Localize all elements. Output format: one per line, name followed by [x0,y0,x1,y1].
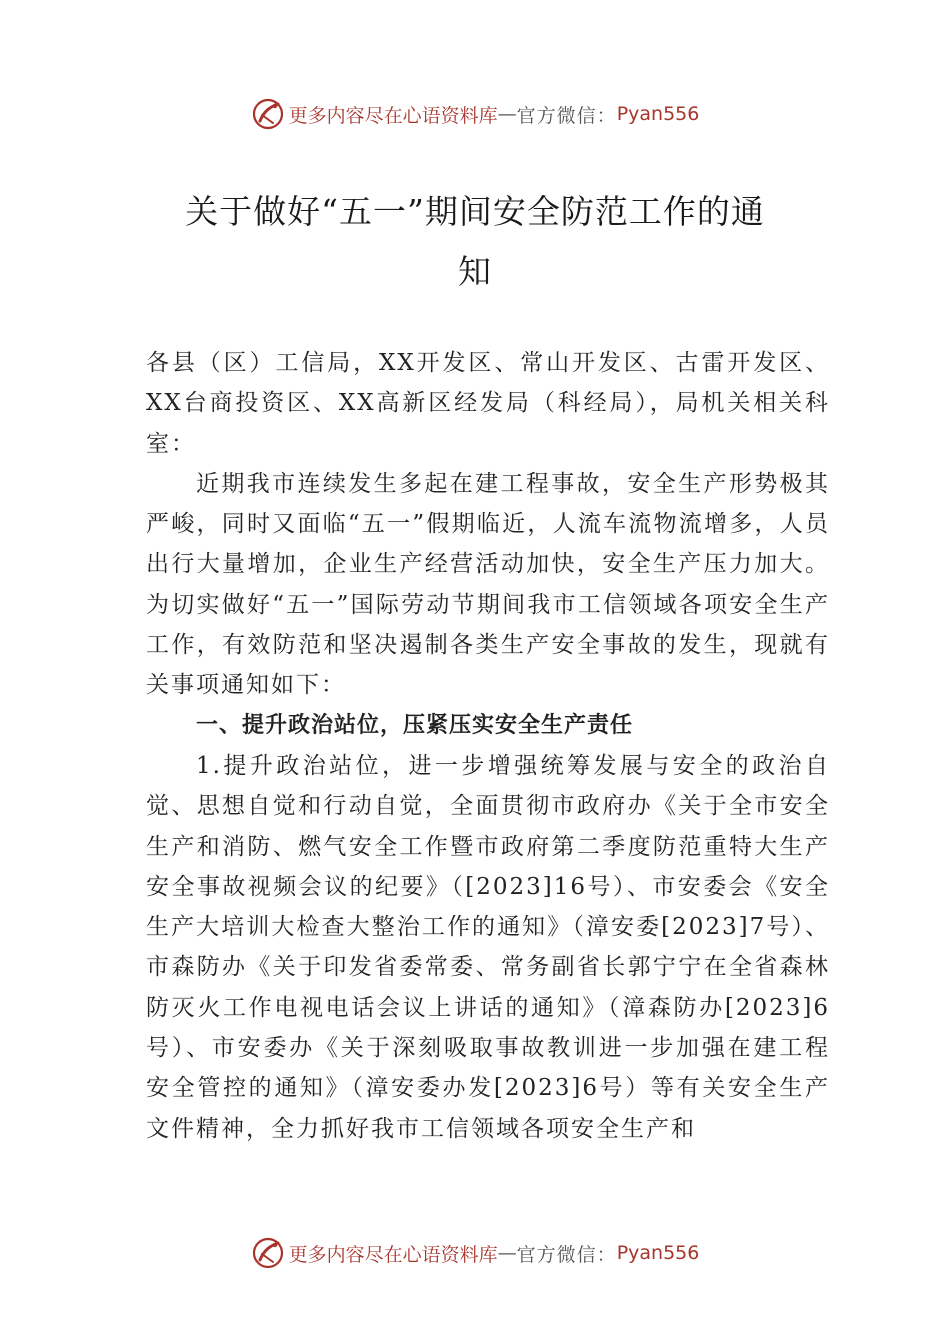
section-heading: 一、提升政治站位，压紧压实安全生产责任 [196,712,634,738]
title-line-1: 关于做好“五一”期间安全防范工作的通 [185,192,765,231]
header-watermark [0,94,950,134]
brush-logo-icon [251,1236,285,1270]
addressee: 各县（区）工信局，XX开发区、常山开发区、古雷开发区、XX台商投资区、XX高新区经发局（科经局），局机关相关科室： [146,350,830,457]
wechat-label: 官方微信： [516,104,617,127]
title-line-2: 知 [458,252,492,291]
document-title [120,182,830,302]
separator-dash: — [497,103,517,125]
item-paragraph: 1.提升政治站位，进一步增强统筹发展与安全的政治自觉、思想自觉和行动自觉，全面贯彻市政府办《关于全市安全生产和消防、燃气安全工作暨市政府第二季度防范重特大生产安全事故视频会议的纪要》（[2023]16号）、市安委会《安全生产大培训大检查大整治工作的通知》（漳安委[2023]7号）、市森防办《关于印发省委常委、常务副省长郭宁宁在全省森林防灭火工作电视电话会议上讲话的通知》（漳森防办[2023]6号）、市安委办《关于深刻吸取事故教训进一步加强在建工程安全管控的通知》（漳安委办发[2023]6号）等有关安全生产文件精神，全力抓好我市工信领域各项安全生产和 [146,752,830,1142]
brand-text: 更多内容尽在心语资料库 [288,104,498,127]
wechat-label: 官方微信： [516,1243,617,1266]
separator-dash: — [497,1242,517,1264]
brand-text: 更多内容尽在心语资料库 [288,1243,498,1266]
brush-logo-icon [251,97,285,131]
document-body [146,343,830,1149]
wechat-account: Pyan556 [616,1242,700,1264]
wechat-account: Pyan556 [616,103,700,125]
intro-paragraph: 近期我市连续发生多起在建工程事故，安全生产形势极其严峻，同时又面临“五一”假期临近，人流车流物流增多，人员出行大量增加，企业生产经营活动加快，安全生产压力加大。为切实做好“五一”国际劳动节期间我市工信领域各项安全生产工作，有效防范和坚决遏制各类生产安全事故的发生，现就有关事项通知如下： [146,470,830,699]
footer-watermark [0,1233,950,1273]
